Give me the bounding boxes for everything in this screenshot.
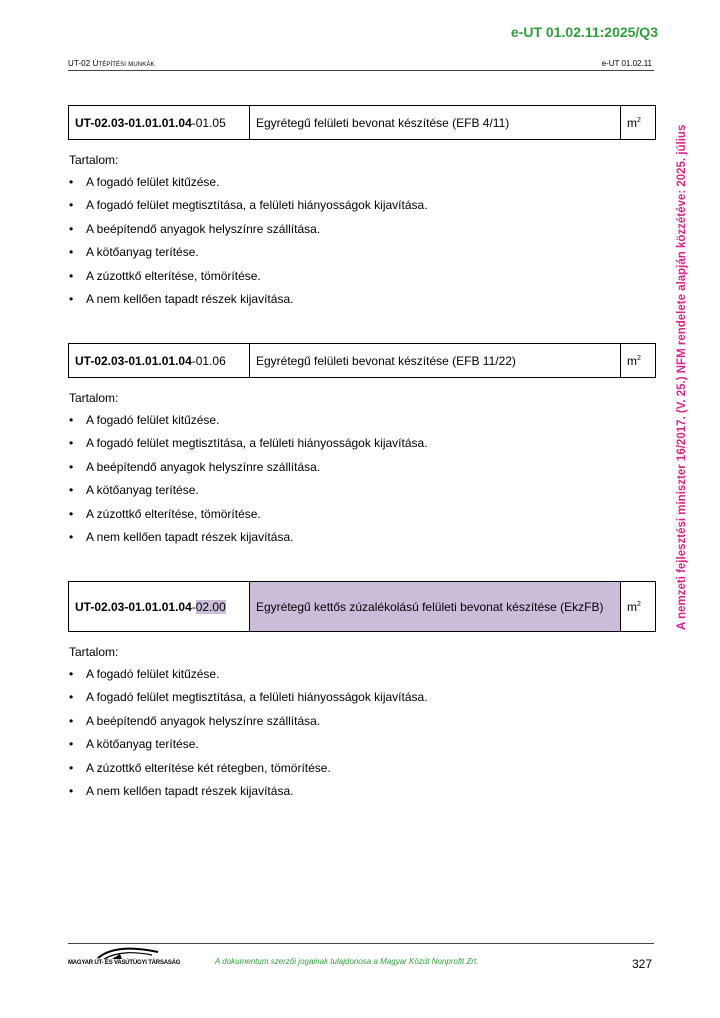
list-item: • A nem kellően tapadt részek kijavítása. <box>69 291 294 306</box>
list-item: • A beépítendő anyagok helyszínre szállítása. <box>69 713 321 728</box>
list-item: • A beépítendő anyagok helyszínre szállítása. <box>69 221 321 236</box>
list-item: • A kötőanyag terítése. <box>69 245 199 260</box>
list-item: • A fogadó felület megtisztítása, a felületi hiányosságok kijavítása. <box>69 690 428 705</box>
list-item: • A nem kellően tapadt részek kijavítása. <box>69 529 294 544</box>
item-code: UT-02.03-01.01.01.04-02.00 <box>69 582 250 632</box>
item-table-2 <box>68 343 656 378</box>
page-number: 327 <box>631 957 652 971</box>
footer-divider <box>68 943 654 944</box>
item-unit: $m^2$ <box>621 344 656 378</box>
list-item: • A nem kellően tapadt részek kijavítása. <box>69 783 294 798</box>
bullet-icon: • <box>69 459 74 474</box>
content-label: Tartalom: <box>69 645 119 659</box>
highlighted-code-suffix: 02.00 <box>195 599 226 614</box>
list-item: • A fogadó felület megtisztítása, a felületi hiányosságok kijavítása. <box>69 198 428 213</box>
list-item: • A zúzottkő elterítése két rétegben, tömörítése. <box>69 760 331 775</box>
header-divider <box>68 70 654 71</box>
item-content-1 <box>69 153 428 314</box>
bullet-icon: • <box>69 783 74 798</box>
item-title-highlighted: Egyrétegű kettős zúzalékolású felületi bevonat készítése (EkzFB) <box>250 582 621 632</box>
bullet-icon: • <box>69 667 74 681</box>
bullet-icon: • <box>69 175 74 189</box>
bullet-icon: • <box>69 198 74 213</box>
bullet-icon: • <box>69 760 74 775</box>
content-list <box>69 412 428 552</box>
bullet-icon: • <box>69 506 74 521</box>
bullet-icon: • <box>69 529 74 544</box>
content-label: Tartalom: <box>69 391 119 405</box>
list-item: • A zúzottkő elterítése, tömörítése. <box>69 506 261 521</box>
bullet-icon: • <box>69 268 74 283</box>
list-item: • A kötőanyag terítése. <box>69 737 199 752</box>
side-publication-note: A nemzeti fejlesztési miniszter 16/2017. (V. 25.) NFM rendelete alapján közzétéve: 2025. július <box>676 124 688 630</box>
item-code: UT-02.03-01.01.01.04-01.05 <box>69 106 250 140</box>
bullet-icon: • <box>69 291 74 306</box>
list-item: • A kötőanyag terítése. <box>69 483 199 498</box>
list-item: • A fogadó felület megtisztítása, a felületi hiányosságok kijavítása. <box>69 436 428 451</box>
bullet-icon: • <box>69 483 74 498</box>
list-item: • A fogadó felület kitűzése. <box>69 175 220 189</box>
header-section-title <box>68 59 155 68</box>
header-section-name: Útépítési munkák <box>92 59 155 68</box>
item-content-3 <box>69 645 428 806</box>
header-section-prefix: UT-02 <box>68 59 93 68</box>
organization-name: MAGYAR ÚT- ÉS VASÚTÜGYI TÁRSASÁG <box>68 960 181 966</box>
content-list <box>69 666 428 806</box>
bullet-icon: • <box>69 713 74 728</box>
item-unit: $m^2$ <box>621 106 656 140</box>
item-title: Egyrétegű felületi bevonat készítése (EFB 11/22) <box>250 344 621 378</box>
content-list <box>69 174 428 314</box>
bullet-icon: • <box>69 245 74 260</box>
list-item: • A fogadó felület kitűzése. <box>69 667 220 681</box>
bullet-icon: • <box>69 221 74 236</box>
bullet-icon: • <box>69 413 74 427</box>
item-unit: $m^2$ <box>621 582 656 632</box>
content-label: Tartalom: <box>69 153 119 167</box>
item-table-3 <box>68 581 656 632</box>
item-table-1 <box>68 105 656 140</box>
document-code: e-UT 01.02.11:2025/Q3 <box>510 24 658 40</box>
organization-logo-icon <box>68 946 168 970</box>
list-item: • A beépítendő anyagok helyszínre szállítása. <box>69 459 321 474</box>
bullet-icon: • <box>69 690 74 705</box>
item-content-2 <box>69 391 428 552</box>
bullet-icon: • <box>69 436 74 451</box>
bullet-icon: • <box>69 737 74 752</box>
copyright-notice: A dokumentum szerzői jogainak tulajdonosa a Magyar Közút Nonprofit Zrt. <box>215 957 479 966</box>
header-document-ref: e-UT 01.02.11 <box>601 59 652 68</box>
item-code: UT-02.03-01.01.01.04-01.06 <box>69 344 250 378</box>
item-title: Egyrétegű felületi bevonat készítése (EFB 4/11) <box>250 106 621 140</box>
list-item: • A zúzottkő elterítése, tömörítése. <box>69 268 261 283</box>
list-item: • A fogadó felület kitűzése. <box>69 413 220 427</box>
